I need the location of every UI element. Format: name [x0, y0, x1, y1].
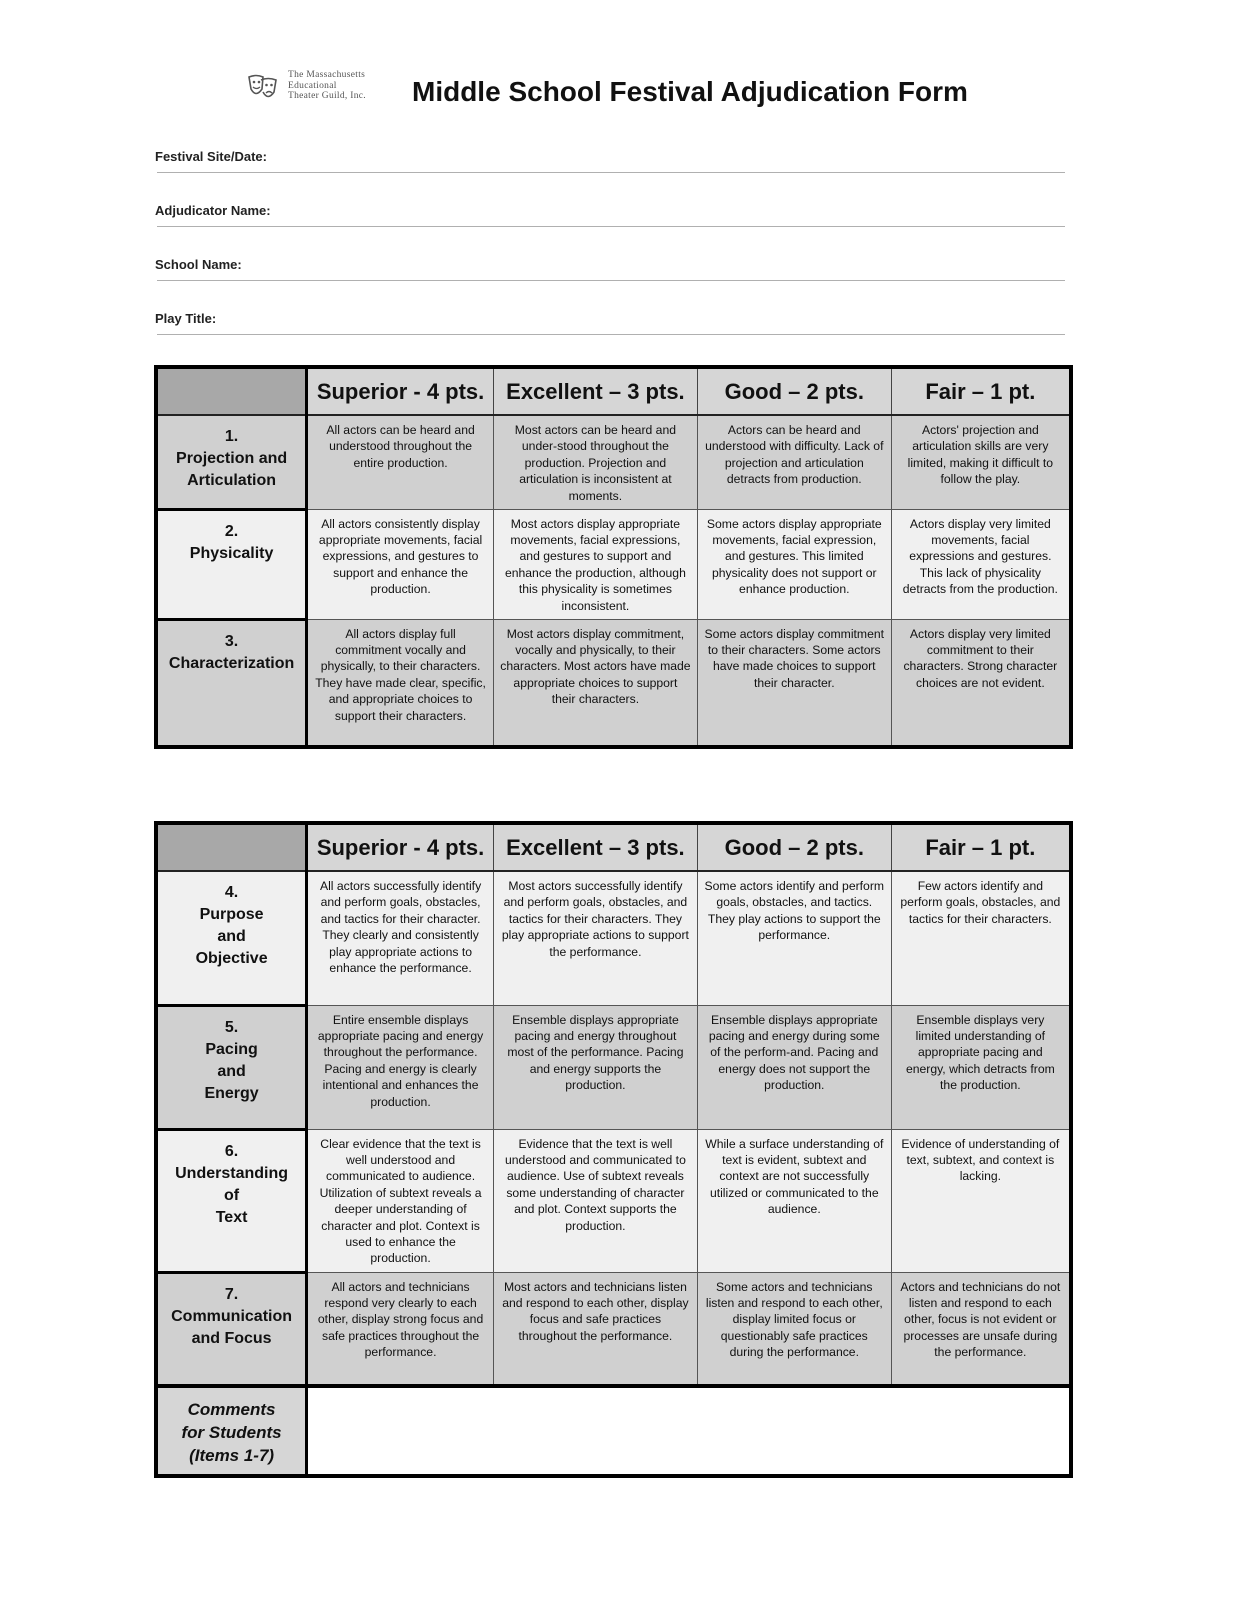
- org-name: [288, 70, 366, 102]
- field-line: [157, 226, 1065, 227]
- score-cell-fair[interactable]: Actors and technicians do not listen and respond to each other, focus is not evident or processes are unsafe during the performance.: [891, 1272, 1071, 1386]
- criterion-row-understanding: [156, 1129, 1071, 1272]
- level-header-good: Good – 2 pts.: [697, 367, 891, 415]
- criterion-number: 1.: [224, 428, 239, 445]
- score-cell-excellent[interactable]: Most actors and technicians listen and respond to each other, display focus and safe practices throughout the performance.: [493, 1272, 697, 1386]
- field-line: [157, 172, 1065, 173]
- score-cell-fair[interactable]: Actors' projection and articulation skills are very limited, making it difficult to follow the play.: [891, 415, 1071, 509]
- field-label: Adjudicator Name:: [155, 203, 271, 218]
- score-cell-fair[interactable]: Actors display very limited commitment to their characters. Strong character choices are not evident.: [891, 619, 1071, 747]
- criterion-row-purpose: [156, 871, 1071, 1005]
- level-header-row: [156, 367, 1071, 415]
- criterion-name: Characterization: [168, 654, 295, 672]
- rubric-table-2: [154, 821, 1073, 1478]
- score-cell-good[interactable]: Some actors and technicians listen and respond to each other, display limited focus or questionably safe practices during the performance.: [697, 1272, 891, 1386]
- theater-masks-icon: [246, 72, 280, 102]
- score-cell-superior[interactable]: Clear evidence that the text is well understood and communicated to audience. Utilization of subtext reveals a deeper understanding of character and plot. Context is used to enhance the production.: [307, 1129, 494, 1272]
- criterion-cell: [156, 1129, 307, 1272]
- header-corner: [156, 823, 307, 871]
- criterion-row-physicality: [156, 509, 1071, 619]
- play-title-field[interactable]: [155, 310, 1065, 328]
- comments-row: [156, 1386, 1071, 1476]
- criterion-number: 3.: [224, 632, 239, 650]
- criterion-name: Pacing and Energy: [204, 1040, 259, 1102]
- score-cell-excellent[interactable]: Most actors display commitment, vocally and physically, to their characters. Most actors have made appropriate choices to support their characters.: [493, 619, 697, 747]
- org-name-line: The Massachusetts: [288, 70, 366, 80]
- score-cell-excellent[interactable]: Most actors can be heard and under-stood throughout the production. Projection and articulation is inconsistent at moments.: [493, 415, 697, 509]
- criterion-number: 7.: [224, 1285, 239, 1303]
- field-line: [157, 334, 1065, 335]
- score-cell-excellent[interactable]: Most actors successfully identify and perform goals, obstacles, and tactics for their characters. They play appropriate actions to support the performance.: [493, 871, 697, 1005]
- field-label: Festival Site/Date:: [155, 149, 267, 164]
- level-header-fair: Fair – 1 pt.: [891, 823, 1071, 871]
- festival-site-date-field[interactable]: [155, 148, 1065, 166]
- criterion-number: 2.: [224, 522, 239, 540]
- field-label: School Name:: [155, 257, 242, 272]
- score-cell-excellent[interactable]: Ensemble displays appropriate pacing and energy throughout most of the performance. Pacing and energy supports the production.: [493, 1005, 697, 1129]
- score-cell-superior[interactable]: All actors and technicians respond very clearly to each other, display strong focus and safe practices throughout the performance.: [307, 1272, 494, 1386]
- criterion-cell: [156, 871, 307, 1005]
- adjudicator-name-field[interactable]: [155, 202, 1065, 220]
- criterion-number: 6.: [224, 1142, 239, 1160]
- criterion-name: Understanding of Text: [175, 1164, 289, 1226]
- org-logo: [246, 70, 402, 106]
- score-cell-superior[interactable]: All actors display full commitment vocally and physically, to their characters. They have made clear, specific, and appropriate choices to support their characters.: [307, 619, 494, 747]
- level-header-good: Good – 2 pts.: [697, 823, 891, 871]
- score-cell-excellent[interactable]: Most actors display appropriate movements, facial expressions, and gestures to support and enhance the production, although this physicality is sometimes inconsistent.: [493, 509, 697, 619]
- score-cell-fair[interactable]: Few actors identify and perform goals, obstacles, and tactics for their characters.: [891, 871, 1071, 1005]
- criterion-name: Purpose and Objective: [195, 906, 268, 967]
- score-cell-superior[interactable]: All actors can be heard and understood throughout the entire production.: [307, 415, 494, 509]
- level-header-row: [156, 823, 1071, 871]
- score-cell-good[interactable]: Ensemble displays appropriate pacing and energy during some of the perform-and. Pacing and energy does not support the production.: [697, 1005, 891, 1129]
- criterion-row-characterization: [156, 619, 1071, 747]
- level-header-superior: Superior - 4 pts.: [307, 823, 494, 871]
- score-cell-good[interactable]: Some actors display commitment to their characters. Some actors have made choices to support their character.: [697, 619, 891, 747]
- score-cell-good[interactable]: Actors can be heard and understood with difficulty. Lack of projection and articulation detracts from production.: [697, 415, 891, 509]
- org-name-line: Theater Guild, Inc.: [288, 91, 366, 101]
- school-name-field[interactable]: [155, 256, 1065, 274]
- criterion-cell: [156, 1272, 307, 1386]
- criterion-cell: [156, 415, 307, 509]
- criterion-name: Physicality: [189, 544, 274, 562]
- level-header-excellent: Excellent – 3 pts.: [493, 823, 697, 871]
- level-header-superior: Superior - 4 pts.: [307, 367, 494, 415]
- score-cell-fair[interactable]: Evidence of understanding of text, subtext, and context is lacking.: [891, 1129, 1071, 1272]
- criterion-number: 4.: [224, 884, 239, 901]
- criterion-cell: [156, 619, 307, 747]
- score-cell-good[interactable]: Some actors display appropriate movements, facial expression, and gestures. This limited physicality does not support or enhance production.: [697, 509, 891, 619]
- score-cell-fair[interactable]: Ensemble displays very limited understanding of appropriate pacing and energy, which detracts from the production.: [891, 1005, 1071, 1129]
- criterion-name: Communication and Focus: [171, 1307, 293, 1347]
- score-cell-superior[interactable]: All actors successfully identify and perform goals, obstacles, and tactics for their character. They clearly and consistently play appropriate actions to enhance the performance.: [307, 871, 494, 1005]
- criterion-row-projection: [156, 415, 1071, 509]
- score-cell-fair[interactable]: Actors display very limited movements, facial expressions and gestures. This lack of physicality detracts from the production.: [891, 509, 1071, 619]
- criterion-cell: [156, 1005, 307, 1129]
- criterion-row-communication: [156, 1272, 1071, 1386]
- comments-label-cell: [156, 1386, 307, 1476]
- score-cell-good[interactable]: Some actors identify and perform goals, obstacles, and tactics. They play actions to support the performance.: [697, 871, 891, 1005]
- criterion-row-pacing: [156, 1005, 1071, 1129]
- score-cell-superior[interactable]: Entire ensemble displays appropriate pacing and energy throughout the performance. Pacing and energy is clearly intentional and enhances the production.: [307, 1005, 494, 1129]
- org-name-line: Educational: [288, 80, 337, 91]
- level-header-fair: Fair – 1 pt.: [891, 367, 1071, 415]
- field-label: Play Title:: [155, 311, 217, 326]
- page-title: Middle School Festival Adjudication Form: [412, 76, 968, 107]
- field-line: [157, 280, 1065, 281]
- criterion-cell: [156, 509, 307, 619]
- comments-input-box[interactable]: [307, 1386, 1071, 1476]
- level-header-excellent: Excellent – 3 pts.: [493, 367, 697, 415]
- criterion-number: 5.: [224, 1018, 239, 1036]
- score-cell-excellent[interactable]: Evidence that the text is well understood and communicated to audience. Use of subtext reveals some understanding of character and plot. Context supports the production.: [493, 1129, 697, 1272]
- rubric-table-1: [154, 365, 1073, 749]
- criterion-name: Projection and Articulation: [176, 450, 288, 489]
- score-cell-superior[interactable]: All actors consistently display appropriate movements, facial expressions, and gestures to support and enhance the production.: [307, 509, 494, 619]
- comments-label: Comments for Students (Items 1-7): [181, 1400, 282, 1465]
- header-corner: [156, 367, 307, 415]
- score-cell-good[interactable]: While a surface understanding of text is evident, subtext and context are not successfully utilized or communicated to the audience.: [697, 1129, 891, 1272]
